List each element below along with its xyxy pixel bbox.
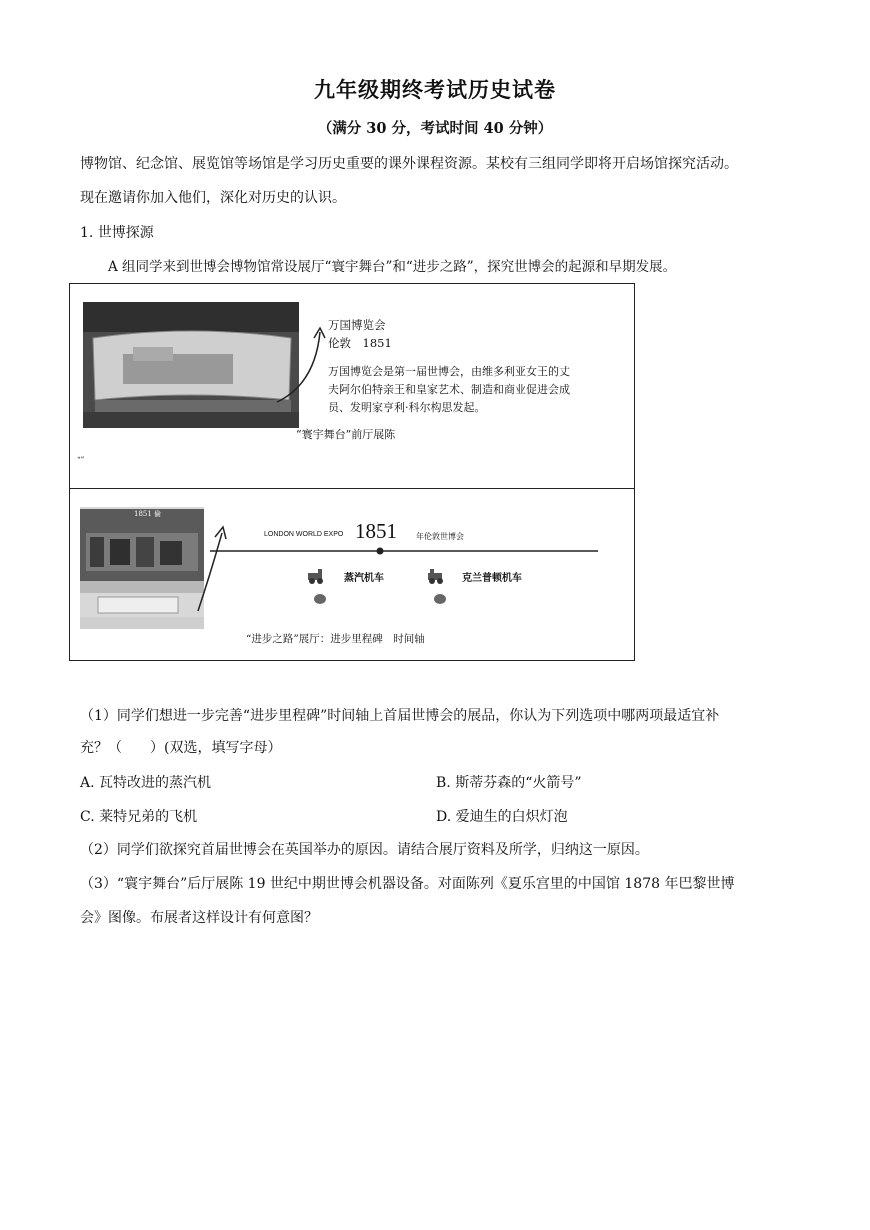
section-lead: A 组同学来到世博会博物馆常设展厅“寰宇舞台”和“进步之路”，探究世博会的起源和早期发展。 [108, 259, 677, 275]
option-b: B. 斯蒂芬森的“火箭号” [436, 775, 582, 791]
steam-locomotive-icon [306, 567, 328, 585]
stray-mark: “” [77, 456, 85, 464]
medal-icon [313, 593, 327, 605]
item2-label: 克兰普顿机车 [462, 573, 522, 584]
option-d: D. 爱迪生的白炽灯泡 [436, 809, 568, 825]
stage-hall-photo [83, 302, 299, 428]
figure1-caption: “寰宇舞台”前厅展陈 [296, 428, 396, 441]
figure2-caption: “进步之路”展厅：进步里程碑 时间轴 [246, 633, 425, 645]
question-2: （2）同学们欲探究首届世博会在英国举办的原因。请结合展厅资料及所学，归纳这一原因。 [80, 842, 649, 858]
timeline-year: 1851 [355, 519, 397, 543]
photo-sign: 1851 倫 [134, 510, 162, 518]
timeline-year-suffix: 年伦敦世博会 [416, 532, 464, 541]
arrow-icon [194, 525, 228, 615]
page-title: 九年级期终考试历史试卷 [314, 77, 556, 102]
exhibit-title: 万国博览会 [328, 318, 386, 332]
question-3-line-1: （3）“寰宇舞台”后厅展陈 19 世纪中期世博会机器设备。对面陈列《夏乐宫里的中国馆 1878 年巴黎世博 [80, 876, 735, 892]
exhibit-desc-1: 万国博览会是第一届世博会，由维多利亚女王的丈 [328, 365, 570, 378]
item1-label: 蒸汽机车 [344, 573, 384, 584]
question-1-line-1: （1）同学们想进一步完善“进步里程碑”时间轴上首届世博会的展品，你认为下列选项中哪两项最适宜补 [80, 708, 720, 724]
exhibit-desc-2: 夫阿尔伯特亲王和皇家艺术、制造和商业促进会成 [328, 383, 570, 396]
intro-line-2: 现在邀请你加入他们，深化对历史的认识。 [80, 190, 346, 206]
arrow-icon [275, 324, 335, 404]
intro-line-1: 博物馆、纪念馆、展览馆等场馆是学习历史重要的课外课程资源。某校有三组同学即将开启场馆探究活动。 [80, 156, 738, 172]
figure-stage-hall [69, 283, 635, 489]
exam-info: （满分 30 分，考试时间 40 分钟） [317, 120, 553, 137]
timeline-axis [210, 545, 600, 557]
exhibit-place-year: 伦敦 1851 [328, 336, 392, 350]
expo-label: LONDON WORLD EXPO [264, 531, 344, 538]
option-a: A. 瓦特改进的蒸汽机 [80, 775, 212, 791]
option-c: C. 莱特兄弟的飞机 [80, 809, 198, 825]
section-heading: 1. 世博探源 [80, 225, 154, 241]
exhibit-desc-3: 员、发明家亨利·科尔构思发起。 [328, 401, 486, 414]
figure-progress-hall [69, 489, 635, 661]
progress-hall-photo [80, 507, 204, 629]
question-1-line-2: 充？（ ）(双选，填写字母） [80, 740, 282, 756]
medal-icon [433, 593, 447, 605]
crampton-locomotive-icon [426, 567, 448, 585]
question-3-line-2: 会》图像。布展者这样设计有何意图？ [80, 910, 318, 926]
